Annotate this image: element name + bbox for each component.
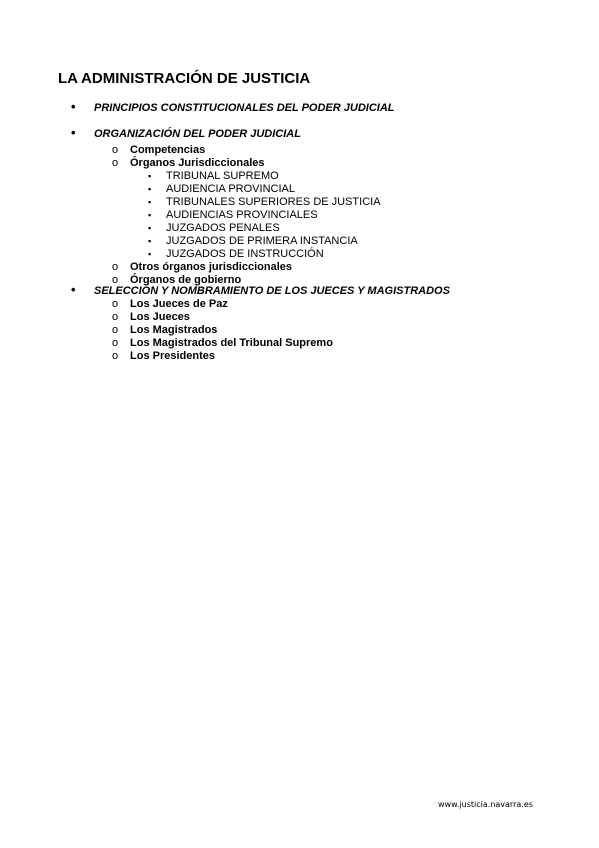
footer-url: www.justicia.navarra.es — [438, 800, 533, 809]
list-item — [0, 157, 599, 170]
section-heading-row — [0, 99, 599, 115]
sub-list-item — [0, 196, 599, 209]
sub-list-item-label: AUDIENCIA PROVINCIAL — [166, 183, 295, 195]
list-item-label: Órganos Jurisdiccionales — [130, 157, 265, 169]
sub-list-item — [0, 222, 599, 235]
sub-list-item-label: AUDIENCIAS PROVINCIALES — [166, 209, 318, 221]
list-item-label: Competencias — [130, 144, 206, 156]
section-seleccion — [0, 282, 599, 363]
section-heading: SELECCIÓN Y NOMBRAMIENTO DE LOS JUECES Y MAGISTRADOS — [94, 285, 450, 297]
list-item-label: Los Jueces de Paz — [130, 298, 228, 310]
circle-bullet-icon: o — [112, 337, 119, 349]
document-title: LA ADMINISTRACIÓN DE JUSTICIA — [58, 70, 311, 87]
sub-list-item-label: JUZGADOS DE INSTRUCCIÓN — [166, 248, 324, 260]
section-principios — [0, 99, 599, 115]
circle-bullet-icon: o — [112, 311, 119, 323]
circle-bullet-icon: o — [112, 157, 119, 169]
sub-list-item-label: TRIBUNALES SUPERIORES DE JUSTICIA — [166, 196, 381, 208]
section-heading: ORGANIZACIÓN DEL PODER JUDICIAL — [94, 128, 301, 140]
list-item-label: Los Magistrados del Tribunal Supremo — [130, 337, 333, 349]
bullet-icon: • — [71, 282, 76, 297]
square-bullet-icon: ▪ — [148, 236, 152, 246]
square-bullet-icon: ▪ — [148, 184, 152, 194]
sub-list-item — [0, 183, 599, 196]
section-heading-row — [0, 282, 599, 298]
circle-bullet-icon: o — [112, 324, 119, 336]
circle-bullet-icon: o — [112, 350, 119, 362]
section-heading-row — [0, 125, 599, 141]
list-item-label: Otros órganos jurisdiccionales — [130, 261, 292, 273]
list-item-label: Los Jueces — [130, 311, 190, 323]
square-bullet-icon: ▪ — [148, 249, 152, 259]
sub-list-item-label: TRIBUNAL SUPREMO — [166, 170, 279, 182]
square-bullet-icon: ▪ — [148, 171, 152, 181]
square-bullet-icon: ▪ — [148, 210, 152, 220]
sub-list-item — [0, 209, 599, 222]
list-item-label: Los Presidentes — [130, 350, 215, 362]
list-item — [0, 298, 599, 311]
square-bullet-icon: ▪ — [148, 223, 152, 233]
sub-list-item — [0, 170, 599, 183]
sub-list-item-label: JUZGADOS PENALES — [166, 222, 280, 234]
circle-bullet-icon: o — [112, 298, 119, 310]
section-organizacion — [0, 125, 599, 287]
bullet-icon: • — [71, 99, 76, 114]
list-item — [0, 350, 599, 363]
bullet-icon: • — [71, 125, 76, 140]
sub-list-item-label: JUZGADOS DE PRIMERA INSTANCIA — [166, 235, 358, 247]
list-item-label: Órganos de gobierno — [130, 274, 242, 286]
sub-list-item — [0, 248, 599, 261]
sub-list-item — [0, 235, 599, 248]
section-heading: PRINCIPIOS CONSTITUCIONALES DEL PODER JUDICIAL — [94, 102, 395, 114]
list-item — [0, 144, 599, 157]
list-item — [0, 311, 599, 324]
square-bullet-icon: ▪ — [148, 197, 152, 207]
list-item — [0, 324, 599, 337]
list-item-label: Los Magistrados — [130, 324, 218, 336]
circle-bullet-icon: o — [112, 274, 119, 286]
list-item — [0, 261, 599, 274]
circle-bullet-icon: o — [112, 144, 119, 156]
list-item — [0, 337, 599, 350]
circle-bullet-icon: o — [112, 261, 119, 273]
